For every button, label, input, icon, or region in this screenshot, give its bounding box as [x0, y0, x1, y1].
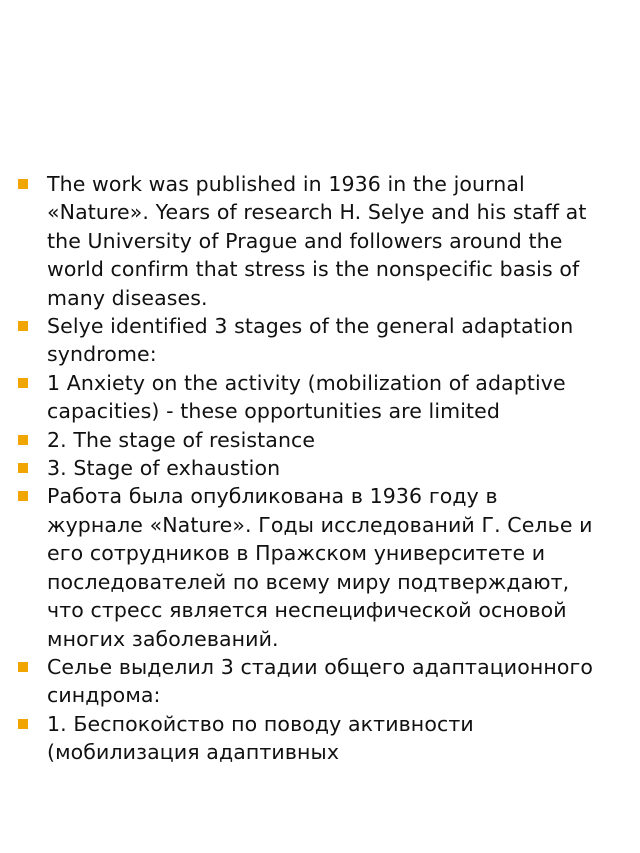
list-item-text: Работа была опубликована в 1936 году в журнале «Nature». Годы исследований Г. Селье и его сотрудников в Пражском университете и последователей по всему миру подтверждают, что стресс является неспецифической основой многих заболеваний.: [47, 484, 593, 651]
list-item-text: Selye identified 3 stages of the general adaptation syndrome:: [47, 314, 574, 367]
list-item: [16, 369, 596, 426]
bullet-square-icon: [18, 435, 28, 445]
list-item-text: 2. The stage of resistance: [47, 427, 316, 452]
bullet-square-icon: [18, 491, 28, 501]
list-item-text: Селье выделил 3 стадии общего адаптационного синдрома:: [47, 654, 594, 708]
list-item: [16, 312, 596, 369]
list-item-text: The work was published in 1936 in the journal «Nature». Years of research H. Selye and his staff at the University of Prague and followers around the world confirm that stress is the nonspecific basis of many diseases.: [47, 172, 587, 310]
list-item: [16, 653, 596, 710]
list-item-text: 1. Беспокойство по поводу активности (мобилизация адаптивных: [47, 711, 474, 765]
bullet-square-icon: [18, 378, 28, 388]
bullet-square-icon: [18, 719, 28, 729]
bullet-square-icon: [18, 463, 28, 473]
list-item-text: 3. Stage of exhaustion: [47, 456, 281, 481]
list-item: [16, 454, 596, 482]
bullet-square-icon: [18, 662, 28, 672]
bullet-square-icon: [18, 321, 28, 331]
bullet-square-icon: [18, 179, 28, 189]
list-item: [16, 426, 596, 454]
list-item-text: 1 Anxiety on the activity (mobilization of adaptive capacities) - these opportunities are limited: [47, 370, 566, 424]
list-item: [16, 482, 596, 652]
list-item: [16, 170, 596, 312]
list-item: [16, 710, 596, 767]
bullet-list: [16, 170, 596, 767]
